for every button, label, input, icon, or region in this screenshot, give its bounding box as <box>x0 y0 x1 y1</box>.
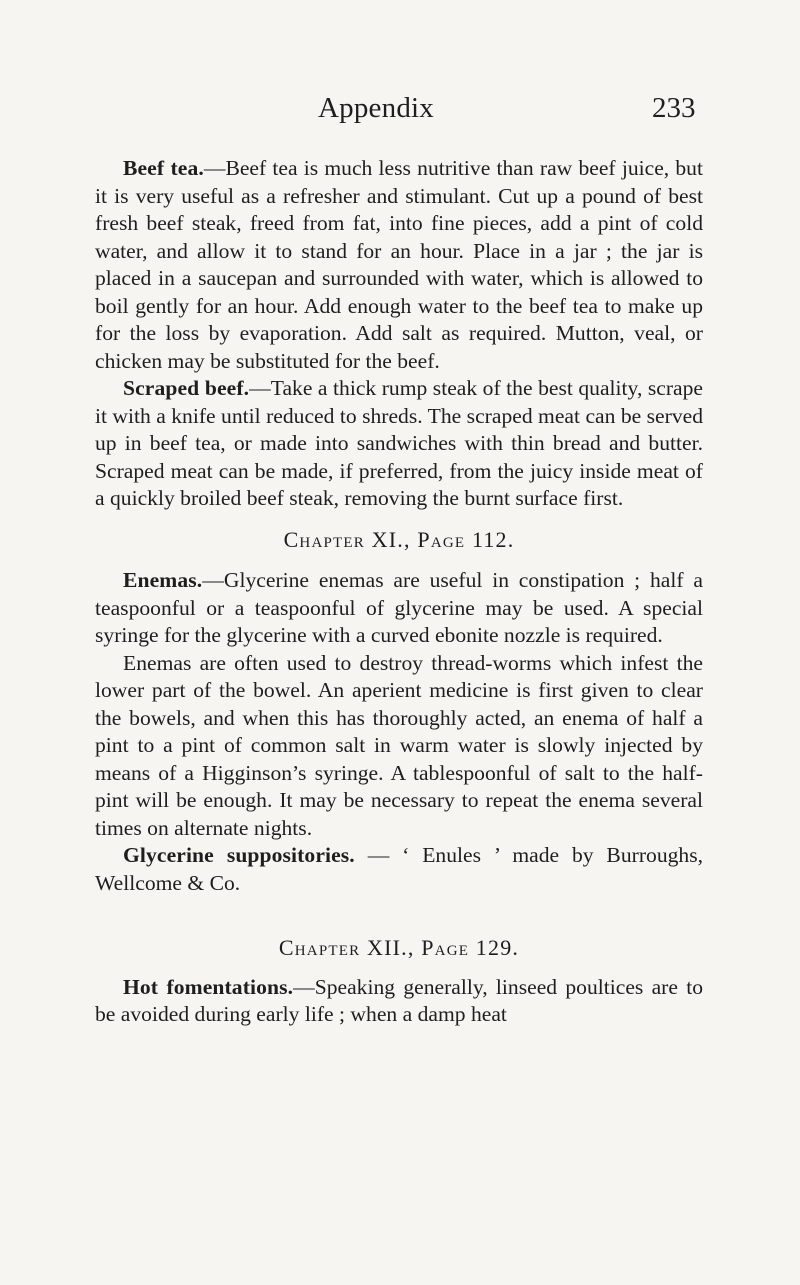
body-text <box>95 155 703 1029</box>
run-in-heading-scraped-beef: Scraped beef. <box>123 376 250 400</box>
paragraph-text: —Speaking generally, linseed poultices are to be avoided during early life ; when a damp heat <box>95 974 703 1026</box>
paragraph-glycerine-suppositories <box>95 842 703 897</box>
paragraph-text: —Glycerine enemas are useful in constipation ; half a teaspoonful or a teaspoonful of glycerine may be used. A special syringe for the glycerine with a curved ebonite nozzle is required. <box>95 568 703 647</box>
paragraph-scraped-beef <box>95 375 703 513</box>
run-in-heading-enemas: Enemas. <box>123 568 203 592</box>
paragraph-beef-tea <box>95 155 703 375</box>
page-number: 233 <box>652 92 696 124</box>
paragraph-text: — ‘ Enules ’ made by Burroughs, Wellcome & Co. <box>95 843 704 895</box>
running-header <box>0 92 800 132</box>
paragraph-enemas-thread-worms: Enemas are often used to destroy thread-worms which infest the lower part of the bowel. An aperient medicine is first given to clear the bowels, and when this has thoroughly acted, an enema of half a pint to a pint of common salt in warm water is slowly injected by means of a Higginson’s syringe. A tablespoonful of salt to the half-pint will be enough. It may be necessary to repeat the enema several times on alternate nights. <box>95 650 703 840</box>
paragraph-hot-fomentations <box>95 974 703 1029</box>
chapter-heading-xi: Chapter XI., Page 112. <box>283 526 515 552</box>
paragraph-text: —Take a thick rump steak of the best quality, scrape it with a knife until reduced to shreds. The scraped meat can be served up in beef tea, or made into sandwiches with thin bread and butter. Scraped meat can be made, if preferred, from the juicy inside meat of a quickly broiled beef steak, removing the burnt surface first. <box>95 376 704 510</box>
paragraph-text: —Beef tea is much less nutritive than raw beef juice, but it is very useful as a refresher and stimulant. Cut up a pound of best fresh beef steak, freed from fat, into fine pieces, add a pint of cold water, and allow it to stand for an hour. Place in a jar ; the jar is placed in a saucepan and surrounded with water, which is allowed to boil gently for an hour. Add enough water to the beef tea to make up for the loss by evaporation. Add salt as required. Mutton, veal, or chicken may be substituted for the beef. <box>95 156 703 373</box>
run-in-heading-hot-fomentations: Hot fomentations. <box>123 974 294 999</box>
paragraph-enemas <box>95 567 703 650</box>
run-in-heading-beef-tea: Beef tea. <box>123 156 204 180</box>
run-in-heading-glycerine-suppositories: Glycerine suppositories. <box>123 843 355 867</box>
running-title: Appendix <box>318 92 434 124</box>
chapter-heading-xii: Chapter XII., Page 129. <box>278 935 520 960</box>
